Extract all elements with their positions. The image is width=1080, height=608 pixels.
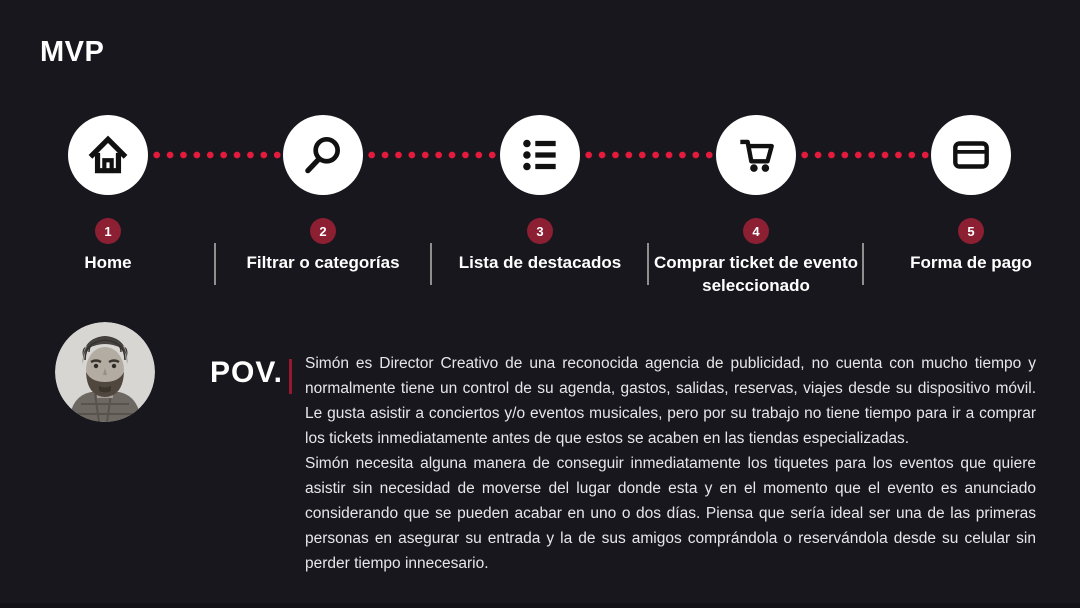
home-icon (85, 132, 131, 178)
step-label: Comprar ticket de evento seleccionado (653, 253, 859, 295)
pov-rule (289, 359, 292, 394)
avatar (55, 322, 155, 422)
bottom-strip (0, 603, 1080, 608)
step-label: Home (84, 253, 132, 272)
step-circle-home (68, 115, 148, 195)
step-circle-list (500, 115, 580, 195)
search-icon (300, 132, 346, 178)
label-divider (430, 243, 432, 285)
step-circle-cart (716, 115, 796, 195)
label-divider (214, 243, 216, 285)
step-number-badge (310, 218, 336, 244)
step-number-badge (958, 218, 984, 244)
step-number-badge (743, 218, 769, 244)
credit-card-icon (948, 132, 994, 178)
step-label: Forma de pago (910, 253, 1032, 272)
step-number: 5 (967, 223, 975, 239)
step-number: 2 (319, 223, 327, 239)
dotted-connector (582, 151, 714, 159)
shopping-cart-icon (733, 132, 779, 178)
step-label: Filtrar o categorías (246, 253, 400, 272)
step-circle-filter (283, 115, 363, 195)
label-divider (862, 243, 864, 285)
page-title: MVP (40, 36, 105, 68)
persona-paragraph: Simón necesita alguna manera de conseguir inmediatamente los tiquetes para los eventos que quiere asistir sin necesidad de moverse del lugar donde esta y en el momento que el evento es anunciado considerando que se pueden acabar en uno o dos días. Piensa que sería ideal ser una de las primeras personas en asegurar su entrada y la de sus amigos comprándola o reservándola desde su celular sin perder tiempo innecesario. (305, 455, 1036, 572)
dotted-connector (798, 151, 929, 159)
pov-heading: POV. (210, 356, 283, 389)
step-number-badge (95, 218, 121, 244)
step-number-badge (527, 218, 553, 244)
persona-description (305, 351, 1036, 576)
persona-paragraph: Simón es Director Creativo de una reconocida agencia de publicidad, no cuenta con mucho tiempo y normalmente tiene un control de su agenda, gastos, salidas, reservas, viajes desde su dispositivo móvil. Le gusta asistir a conciertos y/o eventos musicales, pero por su trabajo no tiene tiempo para ir a comprar los tickets inmediatamente antes de que estos se acaben en las tiendas especializadas. (305, 355, 1036, 447)
dotted-connector (365, 151, 498, 159)
step-number: 3 (536, 223, 544, 239)
dotted-connector (150, 151, 281, 159)
step-number: 4 (752, 223, 760, 239)
label-divider (647, 243, 649, 285)
step-number: 1 (104, 223, 112, 239)
list-icon (517, 132, 563, 178)
step-label: Lista de destacados (458, 253, 622, 272)
step-circle-payment (931, 115, 1011, 195)
